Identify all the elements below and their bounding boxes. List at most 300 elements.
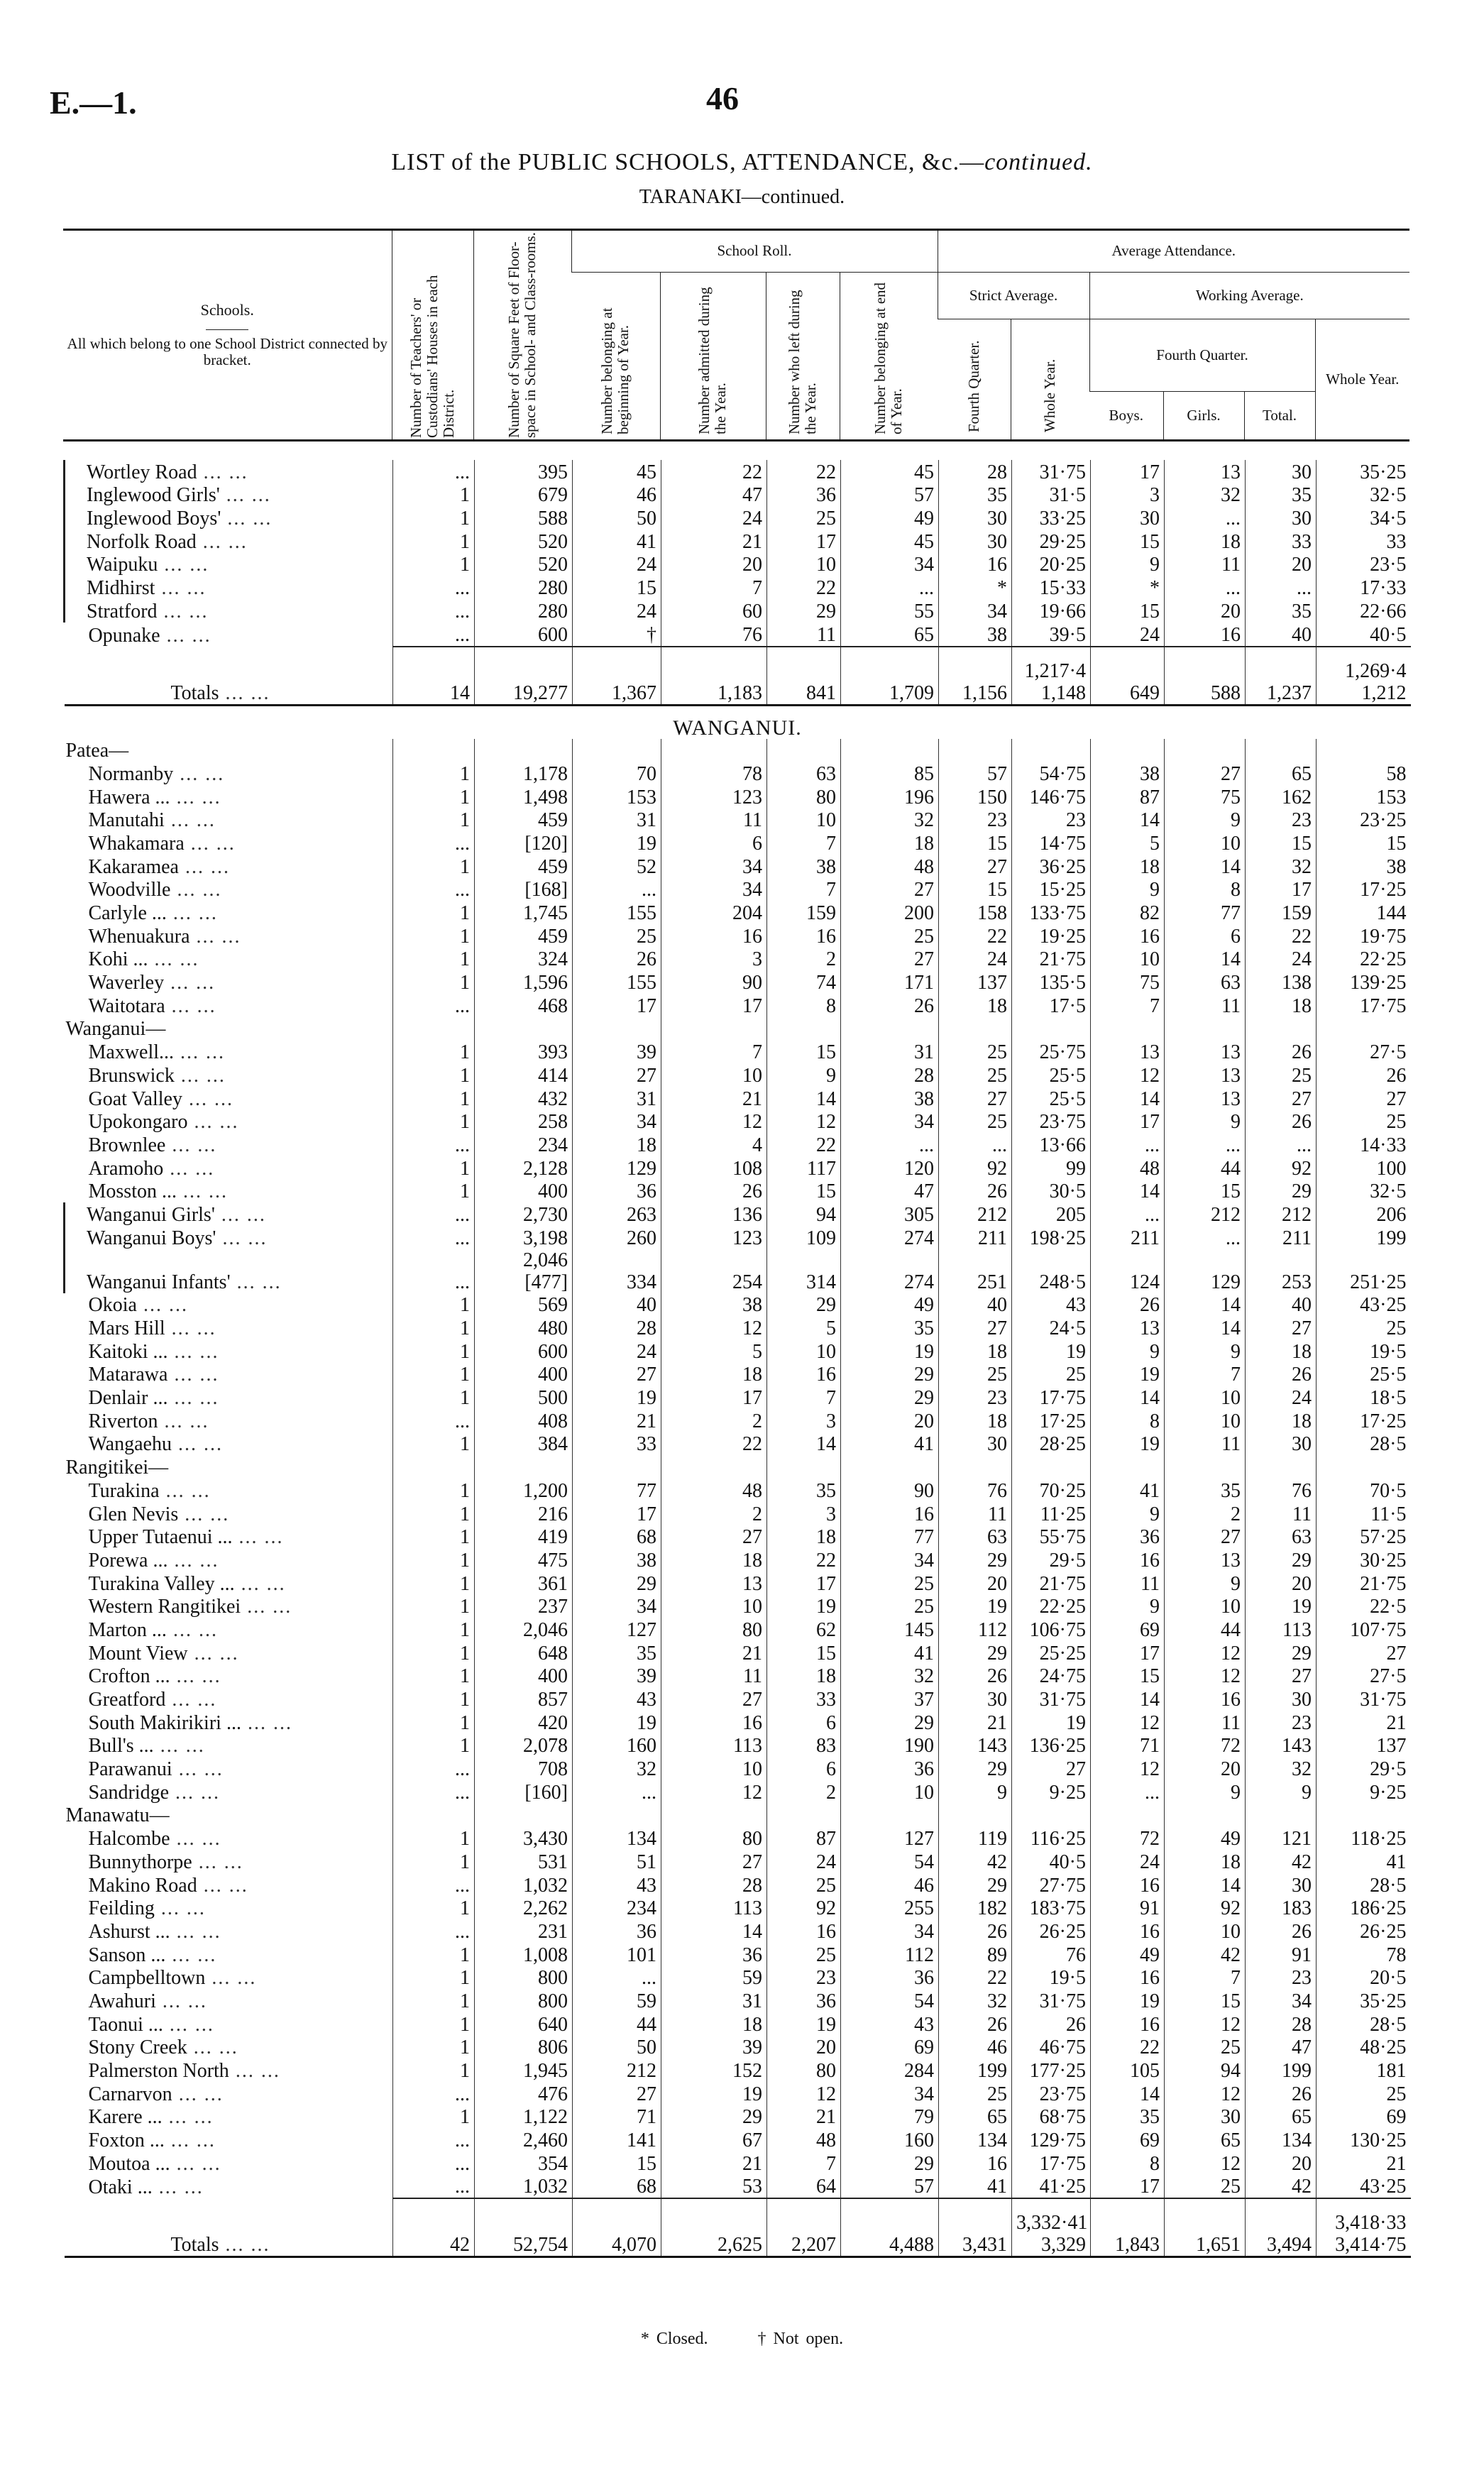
roll-begin-cell: 68	[573, 2175, 661, 2199]
leader-dots: ... ...	[165, 1134, 217, 1156]
sqft-cell: 2,046	[475, 1618, 573, 1641]
school-name-text: Wanganui Boys'	[87, 1227, 216, 1249]
roll-begin-cell: 101	[573, 1943, 661, 1966]
admitted-cell: 16	[661, 924, 767, 948]
leader-dots: ... ...	[196, 530, 248, 553]
roll-end-cell: 274	[841, 1249, 939, 1293]
table-row	[65, 1110, 1411, 1134]
sqft-cell: 384	[475, 1432, 573, 1456]
leader-dots: ... ...	[167, 1549, 219, 1572]
school-name-text: Hawera ...	[88, 786, 170, 808]
roll-begin-cell: 25	[573, 924, 661, 948]
table-row	[65, 1897, 1411, 1920]
roll-begin-cell: 68	[573, 1525, 661, 1549]
table-row	[65, 1757, 1411, 1780]
roll-begin-cell: 51	[573, 1850, 661, 1873]
group-label: Patea—	[65, 740, 129, 762]
admitted-header	[660, 273, 766, 441]
strict-whole-year-cell: 31·75	[1012, 460, 1091, 483]
roll-end-cell: 77	[841, 1525, 939, 1549]
teachers-cell: 1	[393, 1156, 475, 1180]
school-name-text: Brownlee	[88, 1134, 166, 1156]
left-cell: 109	[767, 1226, 841, 1249]
total-cell: 30	[1246, 1432, 1317, 1456]
admitted-cell: 2	[661, 1502, 767, 1525]
empty-cell	[475, 1804, 573, 1827]
left-cell: 10	[767, 553, 841, 576]
leader-dots: ... ...	[241, 1711, 292, 1734]
school-name	[65, 1202, 393, 1226]
roll-end-cell: 34	[841, 1110, 939, 1134]
total-cell: 29	[1246, 1641, 1317, 1665]
teachers-cell: ...	[393, 1757, 475, 1780]
table-row	[65, 2151, 1411, 2175]
roll-begin-cell: 334	[573, 1249, 661, 1293]
admitted-cell: 16	[661, 1711, 767, 1734]
left-cell: 80	[767, 785, 841, 808]
working-whole-year-cell: 137	[1317, 1734, 1411, 1758]
school-name	[65, 1826, 393, 1850]
teachers-label: Number of Teachers' or Custodians' Houses in each District.	[407, 275, 458, 438]
left-cell: 20	[767, 2036, 841, 2059]
working-whole-year-cell: 130·25	[1317, 2128, 1411, 2151]
admitted-cell: 4	[661, 1133, 767, 1156]
total-cell: 113	[1246, 1618, 1317, 1641]
teachers-cell: ...	[393, 2128, 475, 2151]
girls-total: 588	[1165, 647, 1246, 706]
admitted-cell: 47	[661, 483, 767, 507]
empty-cell	[1165, 1017, 1246, 1041]
school-name	[65, 1363, 393, 1386]
girls-header: Girls.	[1163, 391, 1244, 440]
teachers-cell: 1	[393, 1897, 475, 1920]
admitted-cell: 27	[661, 1525, 767, 1549]
roll-end-cell: 27	[841, 948, 939, 971]
roll-end-cell: 34	[841, 2082, 939, 2105]
girls-cell: 12	[1165, 2082, 1246, 2105]
working-whole-year-cell: 26	[1317, 1063, 1411, 1087]
roll-end-cell: 16	[841, 1502, 939, 1525]
strict-whole-year-cell: 129·75	[1012, 2128, 1091, 2151]
working-whole-year-cell: 26·25	[1317, 1919, 1411, 1943]
left-cell: 6	[767, 1711, 841, 1734]
admitted-cell: 21	[661, 2151, 767, 2175]
total-cell: 11	[1246, 1502, 1317, 1525]
girls-cell: 13	[1165, 1087, 1246, 1110]
empty-cell	[841, 1017, 939, 1041]
school-name	[65, 1180, 393, 1203]
school-name-text: Brunswick	[88, 1064, 175, 1087]
roll-end-cell: 25	[841, 924, 939, 948]
table-row	[65, 1595, 1411, 1618]
strict-whole-year-cell: 15·33	[1012, 576, 1091, 599]
strict-fourth-quarter-cell: 57	[939, 762, 1012, 785]
school-name	[65, 1711, 393, 1734]
strict-fourth-quarter-cell: 23	[939, 808, 1012, 832]
boys-cell: 35	[1091, 2105, 1165, 2129]
strict-fourth-quarter-cell: 25	[939, 1363, 1012, 1386]
table-row	[65, 1409, 1411, 1432]
left-cell: 2	[767, 1780, 841, 1804]
sqft-cell: 231	[475, 1919, 573, 1943]
total-cell: 47	[1246, 2036, 1317, 2059]
left-label: Number who left during the Year.	[785, 289, 819, 434]
teachers-cell: 1	[393, 1687, 475, 1711]
roll-end-cell: 54	[841, 1850, 939, 1873]
total-cell: 9	[1246, 1780, 1317, 1804]
admitted-cell: 29	[661, 2105, 767, 2129]
roll-begin-cell: 155	[573, 970, 661, 994]
strict-whole-year-cell: 25·75	[1012, 1040, 1091, 1063]
working-whole-year-cell: 27	[1317, 1641, 1411, 1665]
group-row	[65, 1017, 1411, 1041]
roll-begin-cell: 41	[573, 530, 661, 553]
strict-whole-year-cell: 24·75	[1012, 1665, 1091, 1688]
roll-begin-cell: ...	[573, 1966, 661, 1990]
total-cell: ...	[1246, 1133, 1317, 1156]
working-whole-year-cell: 20·5	[1317, 1966, 1411, 1990]
girls-cell: 32	[1165, 483, 1246, 507]
girls-cell: 9	[1165, 1110, 1246, 1134]
leader-dots: ... ...	[157, 600, 209, 623]
working-whole-year-cell: 35·25	[1317, 460, 1411, 483]
boys-cell: ...	[1091, 1133, 1165, 1156]
table-row	[65, 1826, 1411, 1850]
girls-cell: 11	[1165, 1711, 1246, 1734]
admitted-cell: 10	[661, 1595, 767, 1618]
girls-cell: ...	[1165, 1226, 1246, 1249]
left-cell: 63	[767, 762, 841, 785]
school-name	[65, 506, 393, 530]
table-row	[65, 2012, 1411, 2036]
table-row	[65, 1156, 1411, 1180]
teachers-cell: 1	[393, 1479, 475, 1502]
empty-cell	[1091, 1804, 1165, 1827]
left-cell: 314	[767, 1249, 841, 1293]
left-cell: 8	[767, 994, 841, 1017]
roll-end-cell: 18	[841, 831, 939, 855]
girls-cell: 15	[1165, 1180, 1246, 1203]
school-name	[65, 530, 393, 553]
strict-fourth-quarter-cell: 27	[939, 1316, 1012, 1339]
total-cell: 76	[1246, 1479, 1317, 1502]
strict-fourth-quarter-header	[938, 319, 1011, 441]
total-cell: 24	[1246, 948, 1317, 971]
working-whole-year-cell: 70·5	[1317, 1479, 1411, 1502]
schools-header	[63, 230, 392, 441]
roll-end-cell: 38	[841, 1087, 939, 1110]
sqft-cell: 500	[475, 1386, 573, 1409]
girls-cell: 14	[1165, 855, 1246, 878]
boys-cell: 71	[1091, 1734, 1165, 1758]
school-name-text: Otaki ...	[88, 2176, 153, 2199]
left-cell: 15	[767, 1040, 841, 1063]
admitted-cell: 26	[661, 1180, 767, 1203]
table-row	[65, 1618, 1411, 1641]
empty-cell	[1246, 1455, 1317, 1479]
school-name	[65, 1687, 393, 1711]
teachers-cell: 1	[393, 785, 475, 808]
roll-end-cell: 305	[841, 1202, 939, 1226]
leader-dots: ... ...	[221, 508, 273, 530]
table-row	[65, 1226, 1411, 1249]
boys-cell: 11	[1091, 1572, 1165, 1595]
roll-end-cell: 32	[841, 1665, 939, 1688]
leader-dots: ... ...	[165, 1317, 216, 1339]
roll-end-cell: 54	[841, 1989, 939, 2012]
leader-dots: ... ...	[167, 1340, 219, 1363]
total-cell: 211	[1246, 1226, 1317, 1249]
table-row	[65, 2128, 1411, 2151]
girls-cell: 9	[1165, 1339, 1246, 1363]
roll-begin-cell: 52	[573, 855, 661, 878]
roll-end-cell: 145	[841, 1618, 939, 1641]
totals-row	[65, 647, 1411, 706]
boys-cell: 10	[1091, 948, 1165, 971]
strict-fourth-quarter-cell: 25	[939, 2082, 1012, 2105]
roll-begin-cell: 71	[573, 2105, 661, 2129]
teachers-cell: 1	[393, 1063, 475, 1087]
roll-begin-cell: †	[573, 623, 661, 647]
strict-fourth-quarter-cell: 18	[939, 1409, 1012, 1432]
table-row	[65, 1780, 1411, 1804]
working-whole-year-cell: 33	[1317, 530, 1411, 553]
admitted-cell: 22	[661, 460, 767, 483]
strict-fourth-quarter-cell: 89	[939, 1943, 1012, 1966]
roll-begin-cell: ...	[573, 1780, 661, 1804]
roll-end-cell: 69	[841, 2036, 939, 2059]
strict-fourth-quarter-cell: 92	[939, 1156, 1012, 1180]
boys-cell: 38	[1091, 762, 1165, 785]
strict-whole-year-cell: 20·25	[1012, 553, 1091, 576]
sqft-cell: 400	[475, 1665, 573, 1688]
left-cell: 62	[767, 1618, 841, 1641]
roll-end-cell: 25	[841, 1572, 939, 1595]
admitted-cell: 80	[661, 1826, 767, 1850]
sqft-cell: 414	[475, 1063, 573, 1087]
admitted-cell: 10	[661, 1757, 767, 1780]
roll-end-cell: 196	[841, 785, 939, 808]
school-name-text: Stratford	[87, 600, 158, 623]
strict-whole-year-cell: 135·5	[1012, 970, 1091, 994]
strict-fourth-quarter-cell: 21	[939, 1711, 1012, 1734]
leader-dots: ... ...	[192, 1850, 243, 1873]
strict-fourth-quarter-cell: 29	[939, 1641, 1012, 1665]
left-cell: 6	[767, 1757, 841, 1780]
leader-dots: ... ...	[159, 1479, 211, 1502]
total-cell: 162	[1246, 785, 1317, 808]
schools-label: Schools.	[200, 301, 254, 319]
sqft-cell: 1,745	[475, 901, 573, 924]
boys-cell: 14	[1091, 808, 1165, 832]
strict-fourth-quarter-label: Fourth Quarter.	[964, 340, 982, 433]
table-row	[65, 1087, 1411, 1110]
admitted-cell: 14	[661, 1919, 767, 1943]
table-row	[65, 1249, 1411, 1293]
girls-cell: 14	[1165, 1316, 1246, 1339]
roll-begin-cell: 24	[573, 553, 661, 576]
school-name	[65, 1110, 393, 1134]
sqft-cell: 2,078	[475, 1734, 573, 1758]
strict-fourth-quarter-cell: 46	[939, 2036, 1012, 2059]
strict-whole-year-cell: 23·75	[1012, 2082, 1091, 2105]
total-cell: 143	[1246, 1734, 1317, 1758]
teachers-cell: 1	[393, 1618, 475, 1641]
school-name-text: Carlyle ...	[88, 902, 167, 924]
boys-cell: 13	[1091, 1040, 1165, 1063]
total-total: 1,237	[1246, 647, 1317, 706]
strict-whole-year-cell: 27	[1012, 1757, 1091, 1780]
table-row	[65, 2036, 1411, 2059]
boys-cell: 7	[1091, 994, 1165, 1017]
working-whole-year-cell: 48·25	[1317, 2036, 1411, 2059]
teachers-cell: 1	[393, 2105, 475, 2129]
working-whole-year-cell: 17·33	[1317, 576, 1411, 599]
total-cell: 42	[1246, 1850, 1317, 1873]
leader-dots: ... ...	[187, 1642, 239, 1665]
teachers-cell: 1	[393, 948, 475, 971]
strict-whole-year-cell: 25·5	[1012, 1087, 1091, 1110]
teachers-cell: ...	[393, 1133, 475, 1156]
empty-cell	[1091, 1455, 1165, 1479]
total-cell: 34	[1246, 1989, 1317, 2012]
school-name-text: Maxwell...	[88, 1041, 175, 1064]
empty-cell	[1317, 1455, 1411, 1479]
girls-cell: 13	[1165, 460, 1246, 483]
sqft-cell: 280	[475, 599, 573, 623]
average-attendance-header: Average Attendance.	[938, 230, 1409, 273]
empty-cell	[1317, 1804, 1411, 1827]
roll-end-cell: 43	[841, 2012, 939, 2036]
school-name	[65, 2082, 393, 2105]
sqft-cell: 3,430	[475, 1826, 573, 1850]
teachers-cell: 1	[393, 1386, 475, 1409]
total-cell: 18	[1246, 994, 1317, 1017]
school-name	[65, 1548, 393, 1572]
admitted-cell: 11	[661, 1665, 767, 1688]
left-cell: 7	[767, 831, 841, 855]
table-row	[65, 1502, 1411, 1525]
strict-fourth-quarter-total: 1,156	[939, 647, 1012, 706]
strict-fourth-quarter-cell: 18	[939, 1339, 1012, 1363]
table-row	[65, 1919, 1411, 1943]
school-name	[65, 1316, 393, 1339]
left-cell: 159	[767, 901, 841, 924]
total-cell: 26	[1246, 1040, 1317, 1063]
table-row	[65, 1548, 1411, 1572]
empty-cell	[1246, 739, 1317, 762]
left-cell: 5	[767, 1316, 841, 1339]
strict-average-header: Strict Average.	[938, 273, 1089, 319]
total-cell: 121	[1246, 1826, 1317, 1850]
left-cell: 15	[767, 1641, 841, 1665]
roll-begin-cell: 43	[573, 1687, 661, 1711]
sqft-cell: 2,046 [477]	[475, 1249, 573, 1293]
leader-dots: ... ...	[182, 1087, 233, 1110]
strict-whole-year-cell: 14·75	[1012, 831, 1091, 855]
table-row	[65, 553, 1411, 576]
empty-cell	[573, 1804, 661, 1827]
working-whole-year-cell: 25	[1317, 2082, 1411, 2105]
working-whole-year-cell: 29·5	[1317, 1757, 1411, 1780]
admitted-cell: 113	[661, 1897, 767, 1920]
strict-fourth-quarter-cell: 29	[939, 1757, 1012, 1780]
girls-cell: 11	[1165, 1432, 1246, 1456]
roll-end-cell: 19	[841, 1339, 939, 1363]
sqft-cell: 432	[475, 1087, 573, 1110]
teachers-cell: 1	[393, 1966, 475, 1990]
leader-dots: ... ...	[229, 2060, 280, 2082]
roll-end-cell: 41	[841, 1641, 939, 1665]
empty-cell	[1246, 1017, 1317, 1041]
strict-fourth-quarter-cell: 26	[939, 1180, 1012, 1203]
strict-whole-year-cell: 146·75	[1012, 785, 1091, 808]
total-cell: 40	[1246, 623, 1317, 647]
table-row	[65, 1873, 1411, 1897]
school-name-text: Wanganui Girls'	[87, 1203, 215, 1226]
strict-whole-year-cell: 31·75	[1012, 1989, 1091, 2012]
boys-cell: 14	[1091, 1687, 1165, 1711]
strict-whole-year-cell: 26	[1012, 2012, 1091, 2036]
left-cell: 16	[767, 924, 841, 948]
strict-fourth-quarter-cell: 26	[939, 1665, 1012, 1688]
group-row	[65, 1455, 1411, 1479]
total-cell: 19	[1246, 1595, 1317, 1618]
table-row	[65, 1966, 1411, 1990]
table-row	[65, 2175, 1411, 2199]
working-whole-year-cell: 69	[1317, 2105, 1411, 2129]
admitted-cell: 5	[661, 1339, 767, 1363]
leader-dots: ... ...	[170, 1920, 221, 1943]
strict-fourth-quarter-cell: 16	[939, 553, 1012, 576]
sqft-cell: 857	[475, 1687, 573, 1711]
girls-total: 1,651	[1165, 2198, 1246, 2257]
girls-cell: 44	[1165, 1618, 1246, 1641]
empty-cell	[1317, 1017, 1411, 1041]
roll-begin-cell: 27	[573, 1063, 661, 1087]
working-whole-year-cell: 43·25	[1317, 2175, 1411, 2199]
boys-cell: 12	[1091, 1063, 1165, 1087]
empty-cell	[475, 1017, 573, 1041]
girls-cell: 30	[1165, 2105, 1246, 2129]
total-total: 3,494	[1246, 2198, 1317, 2257]
school-name	[65, 2036, 393, 2059]
totals-label	[65, 647, 393, 706]
strict-whole-year-cell: 55·75	[1012, 1525, 1091, 1549]
school-name-text: Waitotara	[88, 994, 165, 1017]
teachers-cell: 1	[393, 1087, 475, 1110]
roll-begin-cell: 19	[573, 1711, 661, 1734]
admitted-cell: 254	[661, 1249, 767, 1293]
footnote-not-open: † Not open.	[757, 2330, 844, 2348]
school-name-text: Karere ...	[88, 2106, 163, 2129]
left-cell: 117	[767, 1156, 841, 1180]
admitted-cell: 13	[661, 1572, 767, 1595]
boys-cell: 91	[1091, 1897, 1165, 1920]
teachers-cell: 1	[393, 1572, 475, 1595]
table-row	[65, 2105, 1411, 2129]
table-row	[65, 2058, 1411, 2082]
boys-cell: 16	[1091, 2012, 1165, 2036]
admitted-cell: 2	[661, 1409, 767, 1432]
left-cell: 25	[767, 506, 841, 530]
teachers-cell: ...	[393, 576, 475, 599]
leader-dots: ... ...	[171, 1433, 223, 1456]
school-name-text: Taonui ...	[88, 2013, 163, 2036]
total-cell: 65	[1246, 2105, 1317, 2129]
school-name-text: Mars Hill	[88, 1317, 165, 1339]
admitted-cell: 17	[661, 1386, 767, 1409]
